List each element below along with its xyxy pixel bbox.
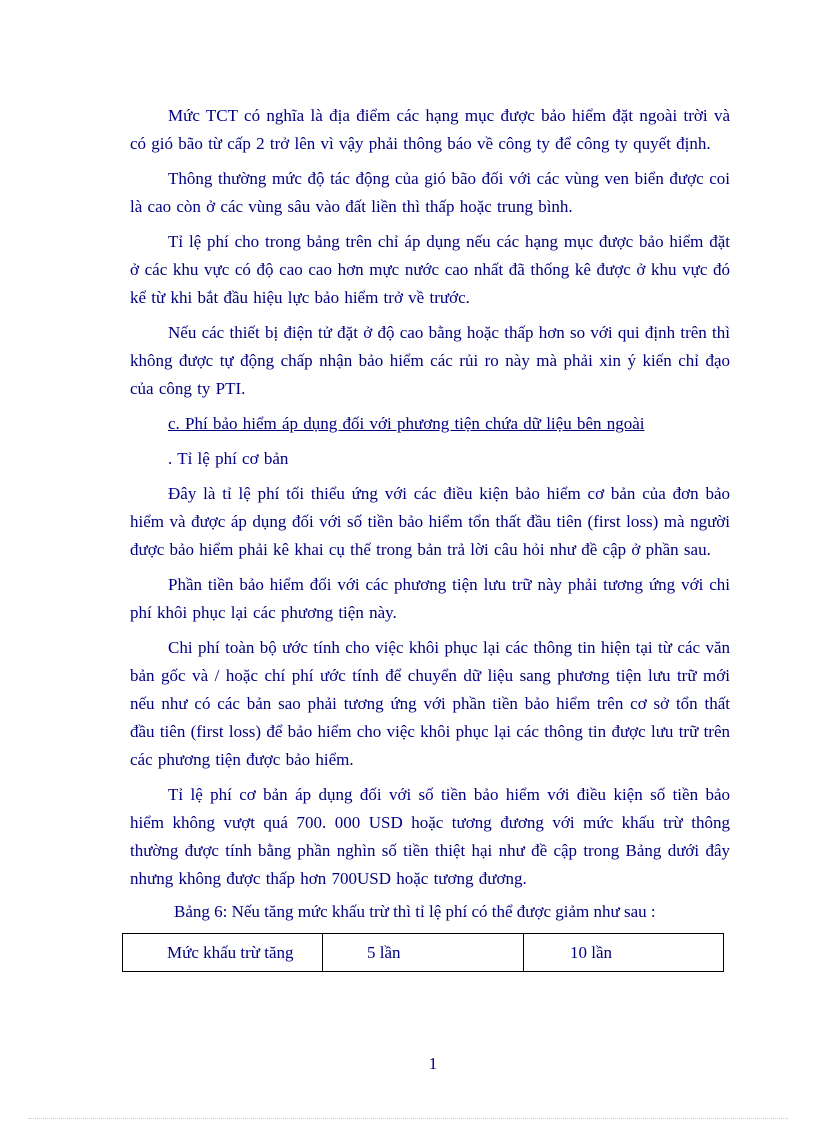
- paragraph-electronic-height: Nếu các thiết bị điện tử đặt ở độ cao bằng hoặc thấp hơn so với qui định trên thì không được tự động chấp nhận bảo hiểm các rủi ro này mà phải xin ý kiến chỉ đạo của công ty PTI.: [130, 323, 730, 398]
- page-footer-divider: [28, 1118, 788, 1119]
- paragraph-base-rate-applied: Tỉ lệ phí cơ bản áp dụng đối với số tiền bảo hiểm với điều kiện số tiền bảo hiểm không vượt quá 700. 000 USD hoặc tương đương với mức khấu trừ thông thường được tính bằng phần nghìn số tiền thiệt hại như đề cập trong Bảng dưới đây nhưng không được thấp hơn 700USD hoặc tương đương.: [130, 785, 730, 888]
- paragraph-tct-level: Mức TCT có nghĩa là địa điểm các hạng mục được bảo hiểm đặt ngoài trời và có gió bão từ cấp 2 trở lên vì vậy phải thông báo về công ty để công ty quyết định.: [130, 106, 730, 153]
- page-number: 1: [428, 1054, 438, 1073]
- table-cell-deductible-label: Mức khấu trừ tăng: [123, 934, 323, 972]
- section-heading-external-data: c. Phí bảo hiểm áp dụng đối với phương tiện chứa dữ liệu bên ngoài: [168, 414, 645, 433]
- document-body: [130, 102, 730, 928]
- table-cell-10x: 10 lần: [524, 934, 724, 972]
- table-caption: Bảng 6: Nếu tăng mức khấu trừ thì tỉ lệ phí có thể được giảm như sau :: [174, 902, 656, 921]
- subheading-base-rate: . Tỉ lệ phí cơ bản: [168, 449, 289, 468]
- paragraph-storage-media: Phần tiền bảo hiểm đối với các phương tiện lưu trữ này phải tương ứng với chi phí khôi phục lại các phương tiện này.: [130, 575, 730, 622]
- paragraph-storm-impact: Thông thường mức độ tác động của gió bão đối với các vùng ven biển được coi là cao còn ở các vùng sâu vào đất liền thì thấp hoặc trung bình.: [130, 169, 730, 216]
- deductible-table: [122, 933, 724, 972]
- paragraph-min-rate: Đây là tỉ lệ phí tối thiểu ứng với các điều kiện bảo hiểm cơ bản của đơn bảo hiểm và được áp dụng đối với số tiền bảo hiểm tổn thất đầu tiên (first loss) mà người được bảo hiểm phải kê khai cụ thể trong bản trả lời câu hỏi như đề cập ở phần sau.: [130, 484, 730, 559]
- paragraph-restore-cost: Chi phí toàn bộ ước tính cho việc khôi phục lại các thông tin hiện tại từ các văn bản gốc và / hoặc chí phí ước tính để chuyển dữ liệu sang phương tiện lưu trữ mới nếu như có các bản sao phải tương ứng với phần tiền bảo hiểm trên cơ sở tổn thất đầu tiên (first loss) để bảo hiểm cho việc khôi phục lại các thông tin được lưu trữ trên các phương tiện được bảo hiểm.: [130, 638, 730, 769]
- paragraph-rate-conditions: Tỉ lệ phí cho trong bảng trên chỉ áp dụng nếu các hạng mục được bảo hiểm đặt ở các khu vực có độ cao cao hơn mực nước cao nhất đã thống kê được ở khu vực đó kể từ khi bắt đầu hiệu lực bảo hiểm trở về trước.: [130, 232, 730, 307]
- table-row: [123, 934, 724, 972]
- table-cell-5x: 5 lần: [323, 934, 524, 972]
